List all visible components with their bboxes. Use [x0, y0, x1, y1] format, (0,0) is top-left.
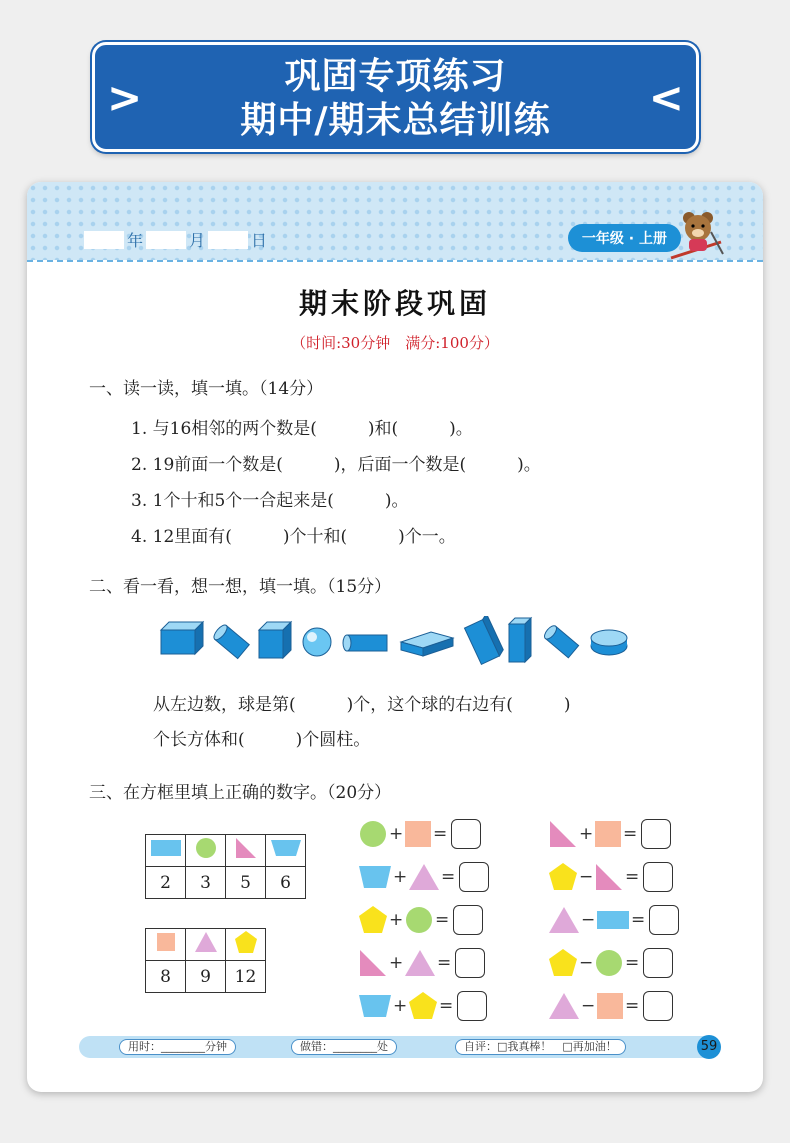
equals-sign: = [441, 867, 456, 887]
equation-9 [357, 988, 487, 1024]
plus-sign: + [393, 867, 408, 887]
sphere [303, 628, 331, 656]
day-blank[interactable] [208, 231, 248, 249]
equals-sign: = [433, 824, 448, 844]
table1-shape-trapezoid [266, 835, 306, 867]
section-2-heading: 二、看一看，想一想，填一填。（15分） [89, 577, 392, 597]
grade-badge: 一年级 · 上册 [568, 224, 681, 252]
equation-8 [547, 945, 673, 981]
shape-value-table-2 [145, 928, 266, 993]
cylinder-4 [591, 630, 627, 655]
errors-field[interactable]: 做错：________处 [291, 1039, 397, 1055]
header-divider [27, 260, 763, 262]
plus-sign: + [389, 824, 404, 844]
answer-box[interactable] [457, 991, 487, 1021]
plus-sign: + [579, 824, 594, 844]
answer-box[interactable] [643, 991, 673, 1021]
equation-2 [547, 816, 671, 852]
table1-shape-rectangle [146, 835, 186, 867]
question-1-4: 4. 12里面有( )个十和( )个一。 [131, 527, 456, 547]
cuboid-3 [463, 616, 505, 664]
plus-sign: + [389, 953, 404, 973]
question-1-2: 2. 19前面一个数是( )，后面一个数是( )。 [131, 455, 541, 475]
answer-box[interactable] [641, 819, 671, 849]
table1-value: 6 [266, 867, 306, 899]
minus-sign: − [581, 996, 596, 1016]
answer-box[interactable] [451, 819, 481, 849]
equals-sign: = [435, 910, 450, 930]
table2-shape-pentagon [226, 929, 266, 961]
equation-1 [357, 816, 481, 852]
chevron-left-icon: < [648, 73, 684, 122]
time-spent-field[interactable]: 用时：________分钟 [119, 1039, 236, 1055]
year-blank[interactable] [84, 231, 124, 249]
cylinder-2 [343, 635, 387, 651]
worksheet-page [27, 182, 763, 1092]
minus-sign: − [579, 953, 594, 973]
table2-shape-square [146, 929, 186, 961]
top-banner [92, 42, 699, 152]
answer-box[interactable] [643, 862, 673, 892]
section-1-heading: 一、读一读，填一填。（14分） [89, 379, 324, 399]
section-2-text-1: 从左边数，球是第( )个，这个球的右边有( ) [153, 695, 571, 715]
plus-sign: + [393, 996, 408, 1016]
answer-box[interactable] [455, 948, 485, 978]
month-label: 月 [189, 231, 206, 250]
shape-value-table-1 [145, 834, 306, 899]
answer-box[interactable] [459, 862, 489, 892]
table2-value: 9 [186, 961, 226, 993]
equals-sign: = [625, 867, 640, 887]
equation-6 [547, 902, 679, 938]
month-blank[interactable] [146, 231, 186, 249]
minus-sign: − [581, 910, 596, 930]
equals-sign: = [623, 824, 638, 844]
skiing-bear-icon [667, 202, 727, 266]
cuboid-2 [401, 632, 453, 656]
equation-5 [357, 902, 483, 938]
plus-sign: + [389, 910, 404, 930]
footer-bar [79, 1036, 719, 1058]
chevron-right-icon: > [107, 73, 143, 122]
equation-7 [357, 945, 485, 981]
section-3-heading: 三、在方框里填上正确的数字。（20分） [89, 783, 392, 803]
page-number: 59 [697, 1035, 721, 1059]
cylinder-1 [212, 623, 250, 659]
cube-1 [259, 622, 291, 658]
equals-sign: = [631, 910, 646, 930]
equals-sign: = [625, 996, 640, 1016]
solid-shapes-row [157, 616, 637, 668]
equals-sign: = [625, 953, 640, 973]
date-fields [81, 228, 267, 251]
page-title: 期末阶段巩固 [298, 287, 491, 320]
table1-shape-circle [186, 835, 226, 867]
section-2-text-2: 个长方体和( )个圆柱。 [153, 730, 371, 750]
table2-shape-triangle [186, 929, 226, 961]
table1-value: 3 [186, 867, 226, 899]
cuboid-1 [161, 622, 203, 654]
table2-value: 12 [226, 961, 266, 993]
equation-3 [357, 859, 489, 895]
question-1-3: 3. 1个十和5个一合起来是( )。 [131, 491, 409, 511]
equals-sign: = [439, 996, 454, 1016]
equation-4 [547, 859, 673, 895]
table2-value: 8 [146, 961, 186, 993]
answer-box[interactable] [643, 948, 673, 978]
banner-line-1: 巩固专项练习 [284, 56, 507, 97]
year-label: 年 [127, 231, 144, 250]
table1-shape-triangle [226, 835, 266, 867]
minus-sign: − [579, 867, 594, 887]
table1-value: 2 [146, 867, 186, 899]
equation-10 [547, 988, 673, 1024]
day-label: 日 [251, 231, 268, 250]
banner-line-2: 期中/期末总结训练 [240, 100, 551, 141]
answer-box[interactable] [453, 905, 483, 935]
answer-box[interactable] [649, 905, 679, 935]
table1-value: 5 [226, 867, 266, 899]
self-evaluation-field[interactable]: 自评：□我真棒！ □再加油！ [455, 1039, 626, 1055]
question-1-1: 1. 与16相邻的两个数是( )和( )。 [131, 419, 473, 439]
cuboid-4 [509, 618, 531, 662]
equals-sign: = [437, 953, 452, 973]
page-subtitle: （时间:30分钟 满分:100分） [291, 334, 499, 352]
cylinder-3 [542, 624, 578, 658]
